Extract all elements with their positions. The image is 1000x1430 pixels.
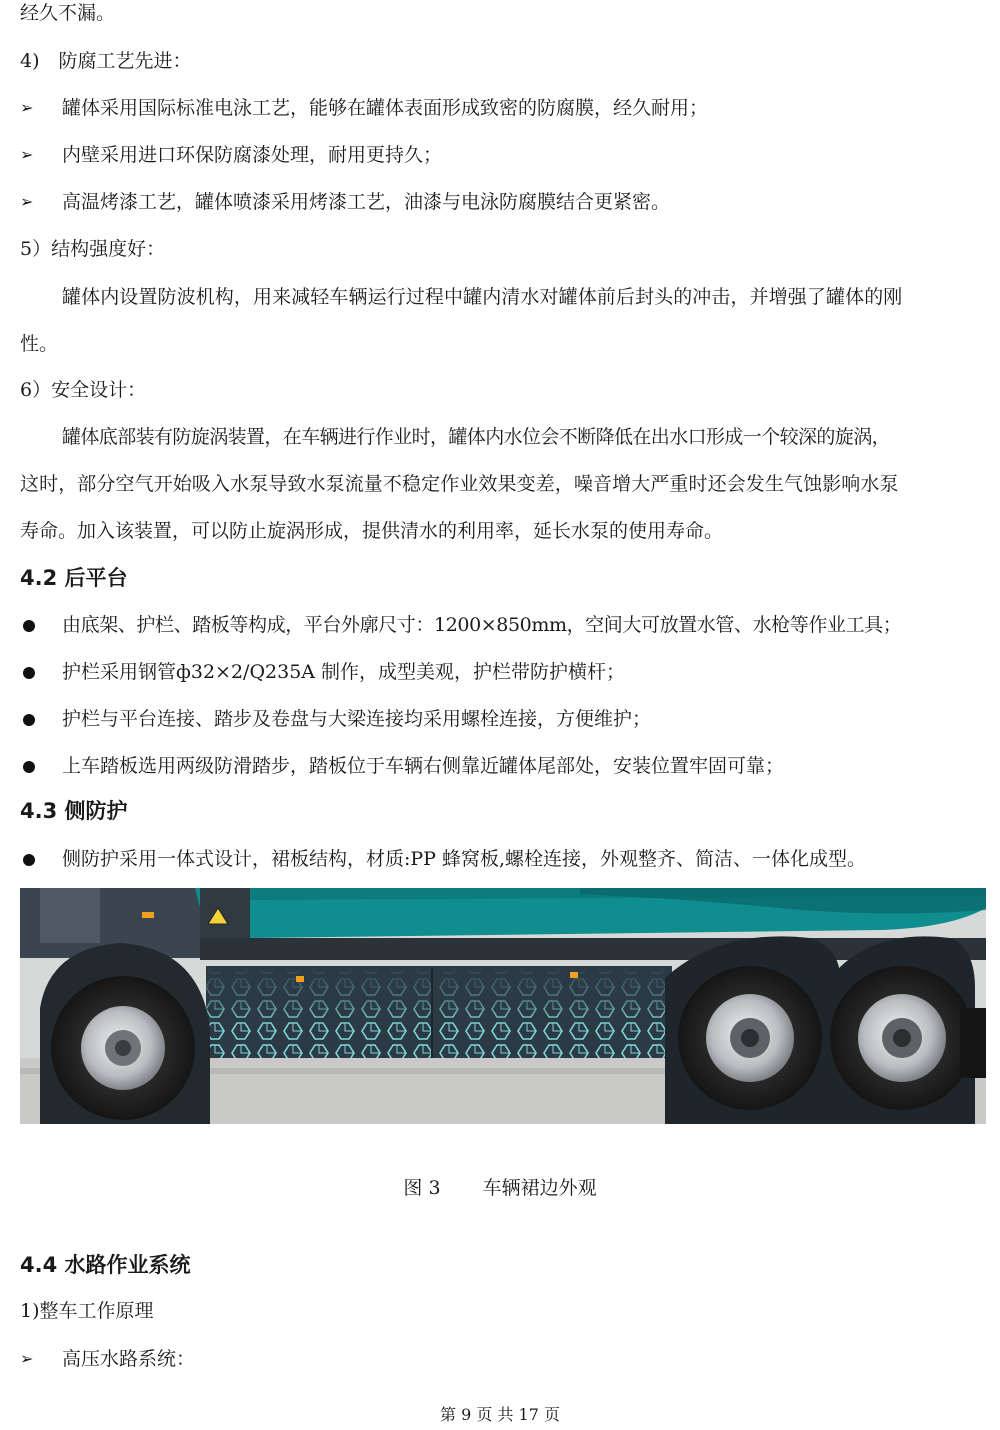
list-item: 由底架、护栏、踏板等构成，平台外廓尺寸：1200×850mm，空间大可放置水管、水枪等作业工具；: [62, 614, 902, 636]
bullet-dot-icon: [20, 706, 50, 732]
arrow-bullet-icon: ➢: [20, 145, 34, 164]
list-item: 内壁采用进口环保防腐漆处理，耐用更持久；: [62, 144, 443, 166]
list-item: 护栏与平台连接、踏步及卷盘与大梁连接均采用螺栓连接，方便维护；: [62, 708, 652, 730]
bullet-dot-icon: [20, 659, 50, 685]
text-line: 经久不漏。: [20, 2, 116, 24]
list-heading: 6）安全设计：: [20, 379, 147, 401]
arrow-bullet-icon: ➢: [20, 98, 34, 117]
bullet-dot-icon: [20, 612, 50, 638]
list-item: 护栏采用钢管ф32×2/Q235A 制作，成型美观，护栏带防护横杆；: [62, 661, 626, 683]
list-item: 高压水路系统：: [62, 1348, 196, 1370]
list-item: 罐体采用国际标准电泳工艺，能够在罐体表面形成致密的防腐膜，经久耐用；: [62, 97, 709, 119]
paragraph-line: 寿命。加入该装置，可以防止旋涡形成，提供清水的利用率，延长水泵的使用寿命。: [20, 520, 724, 542]
figure-title: 车辆裙边外观: [482, 1177, 597, 1199]
paragraph-line: 性。: [20, 333, 59, 355]
vehicle-side-skirt-photo: [20, 888, 986, 1124]
arrow-bullet-icon: ➢: [20, 1349, 34, 1368]
paragraph-line: 罐体底部装有防旋涡装置，在车辆进行作业时，罐体内水位会不断降低在出水口形成一个较深的旋涡，: [62, 426, 891, 448]
page-footer: 第 9 页 共 17 页: [440, 1405, 560, 1424]
section-heading: 4.2 后平台: [20, 566, 128, 590]
list-heading: 5）结构强度好：: [20, 238, 166, 260]
paragraph-line: 这时，部分空气开始吸入水泵导致水泵流量不稳定作业效果变差，噪音增大严重时还会发生气蚀影响水泵: [20, 473, 899, 495]
list-heading: 1)整车工作原理: [20, 1300, 154, 1322]
arrow-bullet-icon: ➢: [20, 192, 34, 211]
figure-caption: [0, 1175, 1000, 1201]
bullet-dot-icon: [20, 753, 50, 779]
list-item: 高温烤漆工艺，罐体喷漆采用烤漆工艺，油漆与电泳防腐膜结合更紧密。: [62, 191, 671, 213]
section-heading: 4.4 水路作业系统: [20, 1253, 191, 1277]
list-item: 侧防护采用一体式设计，裙板结构，材质:PP 蜂窝板,螺栓连接，外观整齐、简洁、一体化成型。: [62, 848, 867, 870]
figure-number: 图 3: [403, 1177, 441, 1199]
list-heading: 4) 防腐工艺先进：: [20, 50, 192, 72]
section-heading: 4.3 侧防护: [20, 799, 128, 823]
bullet-dot-icon: [20, 846, 50, 872]
paragraph-line: 罐体内设置防波机构，用来减轻车辆运行过程中罐内清水对罐体前后封头的冲击，并增强了罐体的刚: [62, 286, 903, 308]
list-item: 上车踏板选用两级防滑踏步，踏板位于车辆右侧靠近罐体尾部处，安装位置牢固可靠；: [62, 755, 785, 777]
